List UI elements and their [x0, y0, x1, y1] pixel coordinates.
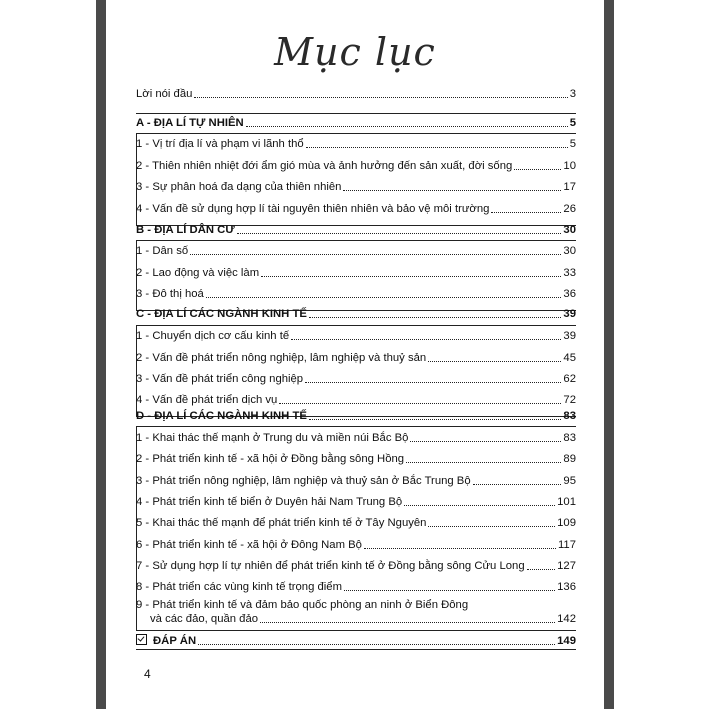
toc-item[interactable]: 6 - Phát triển kinh tế - xã hội ở Đông Nam Bộ 117	[136, 539, 576, 551]
item-page: 95	[563, 475, 576, 487]
item-label-line2: và các đảo, quần đảo	[150, 613, 259, 625]
section-page: 5	[569, 117, 576, 129]
toc-item-multiline[interactable]: 9 - Phát triển kinh tế và đảm bảo quốc phòng an ninh ở Biển Đông và các đảo, quần đảo 142	[136, 599, 576, 625]
toc-item[interactable]: 3 - Phát triển nông nghiệp, lâm nghiệp và thuỷ sản ở Bắc Trung Bộ 95	[136, 475, 576, 487]
dot-leader	[246, 125, 568, 127]
item-page: 62	[563, 373, 576, 385]
item-number: 1	[136, 138, 143, 150]
item-label: Khai thác thế mạnh ở Trung du và miền núi Bắc Bộ	[152, 432, 409, 444]
toc-item[interactable]: 2 - Vấn đề phát triển nông nghiệp, lâm nghiệp và thuỷ sản 45	[136, 352, 576, 364]
dot-leader	[309, 316, 562, 318]
toc-item[interactable]: 4 - Phát triển kinh tế biển ở Duyên hải Nam Trung Bộ 101	[136, 496, 576, 508]
item-page: 89	[563, 453, 576, 465]
item-number: 2	[136, 160, 143, 172]
divider	[136, 133, 576, 134]
item-label: Vấn đề sử dụng hợp lí tài nguyên thiên nhiên và bảo vệ môi trường	[152, 203, 490, 215]
toc-answers[interactable]	[136, 633, 576, 648]
section-page: 83	[563, 410, 576, 422]
toc-item[interactable]: 7 - Sử dụng hợp lí tự nhiên để phát triển kinh tế ở Đồng bằng sông Cửu Long 127	[136, 560, 576, 572]
dot-leader	[305, 381, 561, 383]
toc-item[interactable]: 1 - Chuyển dịch cơ cấu kinh tế 39	[136, 330, 576, 342]
item-label: Vấn đề phát triển dịch vụ	[152, 394, 278, 406]
item-page: 83	[563, 432, 576, 444]
toc-preface[interactable]	[136, 88, 576, 101]
dot-leader	[344, 589, 555, 591]
item-number: 4	[136, 203, 143, 215]
item-label: Phát triển các vùng kinh tế trọng điểm	[152, 581, 342, 593]
dot-leader	[260, 621, 555, 623]
answers-page: 149	[557, 635, 576, 647]
section-label: A - ĐỊA LÍ TỰ NHIÊN	[136, 117, 244, 129]
item-number: 1	[136, 245, 143, 257]
answers-label: ĐÁP ÁN	[153, 635, 197, 647]
item-page: 30	[563, 245, 576, 257]
item-number: 9	[136, 599, 143, 611]
item-number: 7	[136, 560, 143, 572]
toc-item[interactable]: 3 - Sự phân hoá đa dạng của thiên nhiên 17	[136, 181, 576, 193]
item-page: 26	[563, 203, 576, 215]
item-label: Đô thị hoá	[152, 288, 204, 300]
item-label: Phát triển kinh tế - xã hội ở Đồng bằng sông Hồng	[152, 453, 405, 465]
dot-leader	[279, 402, 561, 404]
toc-item[interactable]: 4 - Vấn đề sử dụng hợp lí tài nguyên thiên nhiên và bảo vệ môi trường 26	[136, 203, 576, 215]
toc-label: Lời nói đầu	[136, 88, 193, 100]
item-label: Vấn đề phát triển nông nghiệp, lâm nghiệp và thuỷ sản	[152, 352, 427, 364]
item-number: 8	[136, 581, 143, 593]
item-label: Sử dụng hợp lí tự nhiên để phát triển kinh tế ở Đồng bằng sông Cửu Long	[152, 560, 525, 572]
dot-leader	[343, 189, 561, 191]
dot-leader	[306, 146, 568, 148]
section-label: C - ĐỊA LÍ CÁC NGÀNH KINH TẾ	[136, 308, 307, 320]
item-number: 3	[136, 475, 143, 487]
toc-item[interactable]: 2 - Phát triển kinh tế - xã hội ở Đồng bằng sông Hồng 89	[136, 453, 576, 465]
item-page: 10	[563, 160, 576, 172]
item-label: Chuyển dịch cơ cấu kinh tế	[152, 330, 290, 342]
checkbox-icon	[136, 634, 147, 645]
item-label: Dân số	[152, 245, 189, 257]
item-number: 1	[136, 330, 143, 342]
item-label: Lao động và việc làm	[152, 267, 260, 279]
dot-leader	[237, 232, 562, 234]
toc-item[interactable]: 2 - Lao động và việc làm 33	[136, 267, 576, 279]
divider	[136, 240, 576, 241]
section-page: 30	[563, 224, 576, 236]
item-page: 142	[557, 613, 576, 625]
dot-leader	[473, 483, 562, 485]
dot-leader	[527, 568, 556, 570]
dot-leader	[190, 253, 561, 255]
section-page: 39	[563, 308, 576, 320]
item-label: Sự phân hoá đa dạng của thiên nhiên	[152, 181, 342, 193]
toc-item[interactable]: 3 - Đô thị hoá 36	[136, 288, 576, 300]
item-page: 72	[563, 394, 576, 406]
item-page: 5	[569, 138, 576, 150]
dot-leader	[309, 418, 562, 420]
toc-item[interactable]: 1 - Vị trí địa lí và phạm vi lãnh thổ 5	[136, 138, 576, 150]
item-page: 33	[563, 267, 576, 279]
item-number: 3	[136, 181, 143, 193]
toc-item[interactable]: 5 - Khai thác thế mạnh để phát triển kinh tế ở Tây Nguyên 109	[136, 517, 576, 529]
dot-leader	[291, 338, 561, 340]
item-label: Phát triển nông nghiệp, lâm nghiệp và thuỷ sản ở Bắc Trung Bộ	[152, 475, 471, 487]
toc-section-b[interactable]	[136, 224, 576, 237]
toc-item[interactable]: 3 - Vấn đề phát triển công nghiệp 62	[136, 373, 576, 385]
section-label: B - ĐỊA LÍ DÂN CƯ	[136, 224, 235, 236]
item-number: 6	[136, 539, 143, 551]
dot-leader	[206, 296, 562, 298]
toc-section-d[interactable]	[136, 410, 576, 423]
item-label: Phát triển kinh tế - xã hội ở Đông Nam Bộ	[152, 539, 362, 551]
item-label-line1: Phát triển kinh tế và đảm bảo quốc phòng an ninh ở Biển Đông	[152, 599, 469, 611]
item-number: 2	[136, 453, 143, 465]
item-number: 4	[136, 496, 143, 508]
item-number: 2	[136, 267, 143, 279]
divider	[136, 630, 576, 631]
item-page: 109	[557, 517, 576, 529]
item-label: Khai thác thế mạnh để phát triển kinh tế ở Tây Nguyên	[152, 517, 427, 529]
book-page	[106, 0, 604, 709]
item-page: 127	[557, 560, 576, 572]
toc-page: 3	[569, 88, 576, 100]
page-number: 4	[144, 667, 151, 681]
item-number: 1	[136, 432, 143, 444]
item-page: 117	[557, 539, 576, 551]
item-page: 45	[563, 352, 576, 364]
dot-leader	[364, 547, 556, 549]
item-label: Thiên nhiên nhiệt đới ẩm gió mùa và ảnh hưởng đến sản xuất, đời sống	[152, 160, 513, 172]
dot-leader	[261, 275, 561, 277]
item-label: Phát triển kinh tế biển ở Duyên hải Nam Trung Bộ	[152, 496, 403, 508]
dot-leader	[428, 360, 561, 362]
item-page: 136	[557, 581, 576, 593]
dot-leader	[428, 525, 555, 527]
dot-leader	[514, 168, 561, 170]
dot-leader	[404, 504, 555, 506]
toc-item[interactable]: 1 - Khai thác thế mạnh ở Trung du và miền núi Bắc Bộ 83	[136, 432, 576, 444]
item-label: Vị trí địa lí và phạm vi lãnh thổ	[152, 138, 304, 150]
item-number: 5	[136, 517, 143, 529]
toc-section-a[interactable]	[136, 117, 576, 130]
item-label: Vấn đề phát triển công nghiệp	[152, 373, 304, 385]
item-number: 3	[136, 373, 143, 385]
toc-section-c[interactable]	[136, 308, 576, 321]
dot-leader	[406, 461, 561, 463]
item-number: 2	[136, 352, 143, 364]
toc-item[interactable]: 2 - Thiên nhiên nhiệt đới ẩm gió mùa và ảnh hưởng đến sản xuất, đời sống 10	[136, 160, 576, 172]
toc-item[interactable]: 8 - Phát triển các vùng kinh tế trọng điểm 136	[136, 581, 576, 593]
section-label: D - ĐỊA LÍ CÁC NGÀNH KINH TẾ	[136, 410, 307, 422]
divider	[136, 426, 576, 427]
dot-leader	[410, 440, 561, 442]
dot-leader	[194, 96, 567, 98]
item-page: 39	[563, 330, 576, 342]
item-number: 4	[136, 394, 143, 406]
item-page: 101	[557, 496, 576, 508]
item-page: 17	[563, 181, 576, 193]
dot-leader	[198, 643, 555, 645]
page-title: Mục lục	[274, 30, 436, 74]
divider	[136, 649, 576, 650]
divider	[136, 113, 576, 114]
toc-item[interactable]: 4 - Vấn đề phát triển dịch vụ 72	[136, 394, 576, 406]
dot-leader	[491, 211, 561, 213]
item-number: 3	[136, 288, 143, 300]
divider	[136, 325, 576, 326]
item-page: 36	[563, 288, 576, 300]
toc-item[interactable]: 1 - Dân số 30	[136, 245, 576, 257]
